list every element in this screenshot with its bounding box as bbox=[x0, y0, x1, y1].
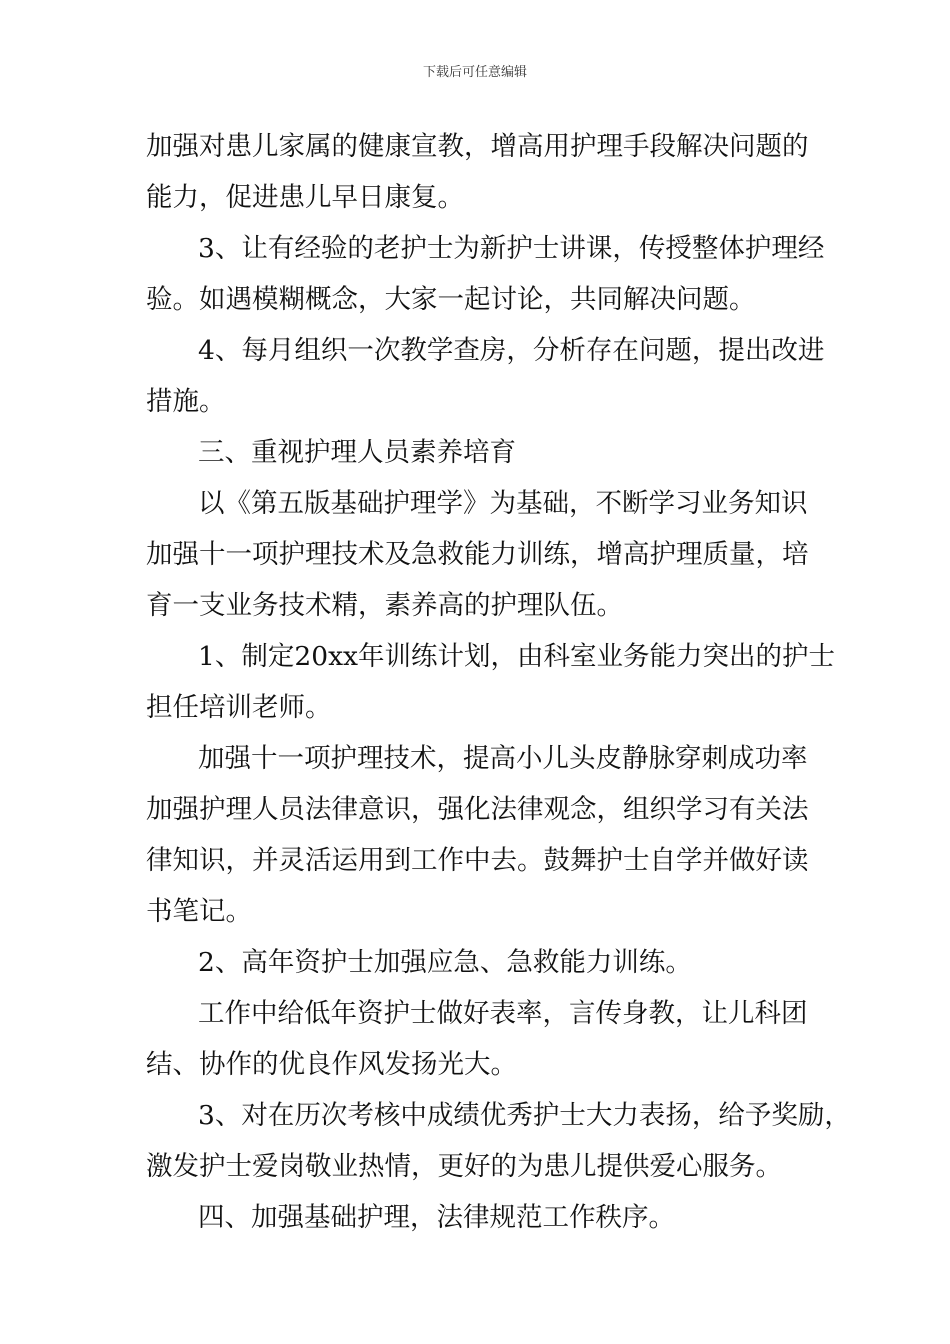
text-line: 工作中给低年资护士做好表率，言传身教，让儿科团 bbox=[198, 998, 808, 1029]
text-line: 3、对在历次考核中成绩优秀护士大力表扬，给予奖励， bbox=[198, 1100, 851, 1131]
document-body bbox=[146, 121, 851, 1243]
text-line: 加强护理人员法律意识，强化法律观念，组织学习有关法 bbox=[146, 794, 809, 825]
text-line: 律知识，并灵活运用到工作中去。鼓舞护士自学并做好读 bbox=[146, 845, 809, 876]
text-line: 担任培训老师。 bbox=[146, 692, 332, 723]
text-line: 结、协作的优良作风发扬光大。 bbox=[146, 1049, 517, 1080]
text-line: 3、让有经验的老护士为新护士讲课，传授整体护理经 bbox=[198, 233, 825, 264]
text-line: 验。如遇模糊概念，大家一起讨论，共同解决问题。 bbox=[146, 284, 756, 315]
text-line: 2、高年资护士加强应急、急救能力训练。 bbox=[198, 947, 692, 978]
text-line: 激发护士爱岗敬业热情，更好的为患儿提供爱心服务。 bbox=[146, 1151, 782, 1182]
text-line: 加强十一项护理技术，提高小儿头皮静脉穿刺成功率 bbox=[198, 743, 808, 774]
section-heading: 四、加强基础护理，法律规范工作秩序。 bbox=[198, 1202, 675, 1233]
text-line: 加强对患儿家属的健康宣教，增高用护理手段解决问题的 bbox=[146, 131, 809, 162]
text-line: 加强十一项护理技术及急救能力训练，增高护理质量，培 bbox=[146, 539, 809, 570]
text-line: 1、制定20xx年训练计划，由科室业务能力突出的护士 bbox=[198, 641, 835, 672]
text-line: 育一支业务技术精，素养高的护理队伍。 bbox=[146, 590, 623, 621]
page-header: 下载后可任意编辑 bbox=[422, 65, 527, 80]
text-line: 以《第五版基础护理学》为基础，不断学习业务知识 bbox=[198, 488, 808, 519]
text-line: 措施。 bbox=[146, 386, 226, 417]
section-heading: 三、重视护理人员素养培育 bbox=[198, 437, 516, 468]
text-line: 能力，促进患儿早日康复。 bbox=[146, 182, 464, 213]
text-line: 书笔记。 bbox=[146, 896, 252, 927]
text-line: 4、每月组织一次教学查房，分析存在问题，提出改进 bbox=[198, 335, 825, 366]
